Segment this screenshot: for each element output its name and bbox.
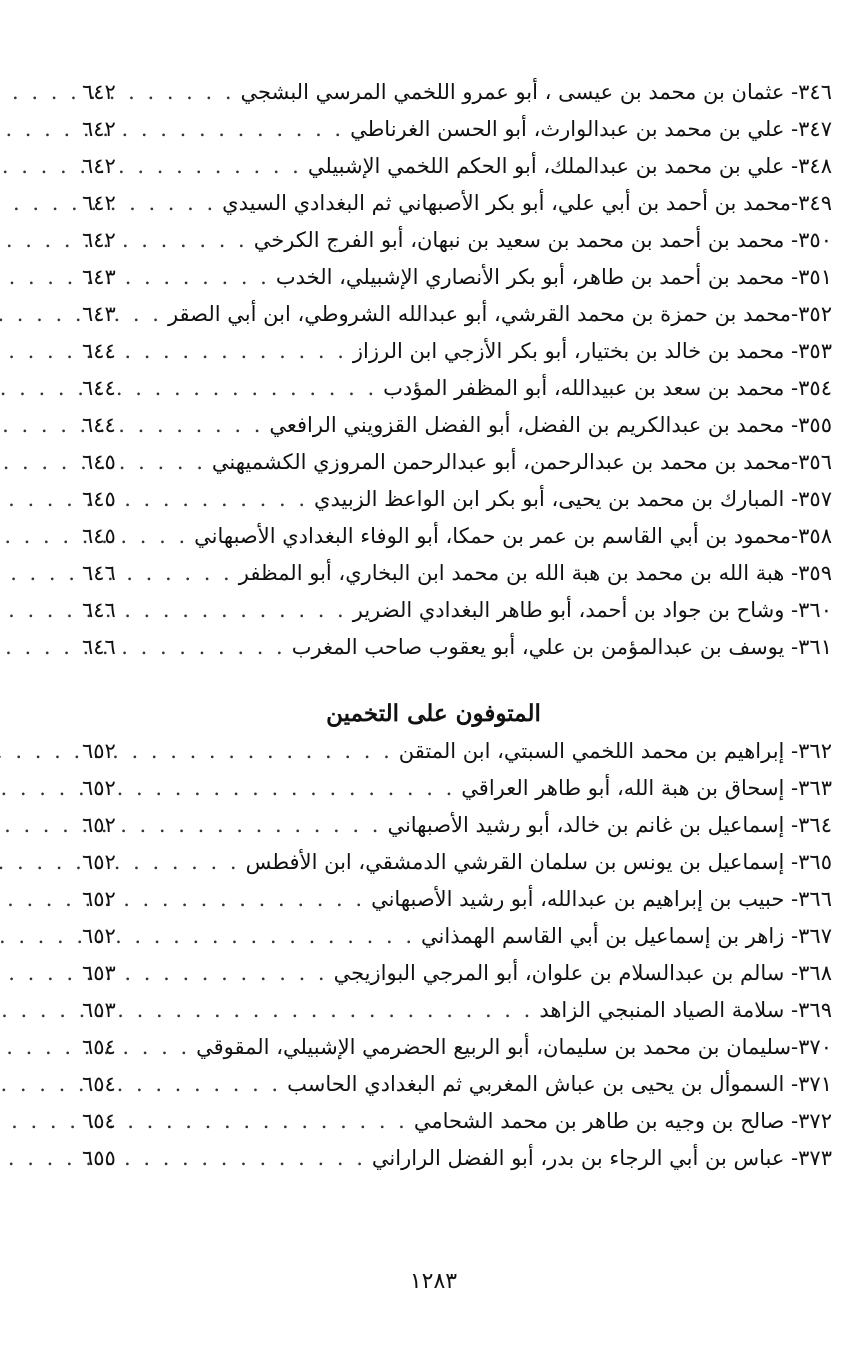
dot-leader <box>134 955 334 992</box>
entry-title: ٣٥٨-محمود بن أبي القاسم بن عمر بن حمكا، أبو الوفاء البغدادي الأصبهاني <box>194 524 832 548</box>
entry-title: ٣٦٩- سلامة الصياد المنبجي الزاهد <box>539 998 832 1022</box>
entry-title: ٣٦١- يوسف بن عبدالمؤمن بن علي، أبو يعقوب صاحب المغرب <box>291 635 832 659</box>
entry-page-number: ٦٤٤ <box>82 376 116 400</box>
section-heading: المتوفون على التخمين <box>326 700 541 727</box>
entry-page-number: ٦٤٢ <box>82 154 116 178</box>
list-item <box>82 918 832 955</box>
list-item <box>82 592 832 629</box>
entry-page-number: ٦٤٣ <box>82 265 116 289</box>
list-item <box>82 481 832 518</box>
list-item <box>82 1066 832 1103</box>
dot-leader <box>134 296 168 333</box>
entry-page-number: ٦٤٣ <box>82 302 116 326</box>
dot-leader <box>134 481 314 518</box>
list-item <box>82 844 832 881</box>
list-item <box>82 296 832 333</box>
list-item <box>82 333 832 370</box>
dot-leader <box>134 592 353 629</box>
entry-page-number: ٦٤٢ <box>82 228 116 252</box>
dot-leader <box>134 333 353 370</box>
list-item <box>82 733 832 770</box>
entry-page-number: ٦٤٤ <box>82 339 116 363</box>
list-item <box>82 1103 832 1140</box>
entry-title: ٣٥٧- المبارك بن محمد بن يحيى، أبو بكر ابن الواعظ الزبيدي <box>314 487 832 511</box>
dot-leader <box>134 629 292 666</box>
dot-leader <box>134 881 371 918</box>
dot-leader <box>134 918 421 955</box>
entry-title: ٣٦٧- زاهر بن إسماعيل بن أبي القاسم الهمذاني <box>421 924 832 948</box>
dot-leader <box>134 1140 372 1177</box>
entry-page-number: ٦٥٤ <box>82 1072 116 1096</box>
dot-leader <box>134 844 246 881</box>
dot-leader <box>134 444 212 481</box>
list-item <box>82 74 832 111</box>
entry-page-number: ٦٤٦ <box>82 598 116 622</box>
dot-leader <box>134 1066 287 1103</box>
entry-page-number: ٦٥٥ <box>82 1146 116 1170</box>
entry-list-bottom <box>82 733 832 1177</box>
page-number: ١٢٨٣ <box>409 1269 458 1294</box>
list-item <box>82 629 832 666</box>
list-item <box>82 407 832 444</box>
entry-title: ٣٦٨- سالم بن عبدالسلام بن علوان، أبو المرجي البوازيجي <box>333 961 832 985</box>
list-item <box>82 185 832 222</box>
entry-page-number: ٦٤٥ <box>82 487 116 511</box>
entry-page-number: ٦٤٦ <box>82 635 116 659</box>
dot-leader <box>134 370 383 407</box>
list-item <box>82 555 832 592</box>
dot-leader <box>134 222 254 259</box>
entry-title: ٣٦٦- حبيب بن إبراهيم بن عبدالله، أبو رشيد الأصبهاني <box>371 887 832 911</box>
dot-leader <box>134 555 239 592</box>
entry-page-number: ٦٥٣ <box>82 961 116 985</box>
entry-page-number: ٦٥٤ <box>82 1109 116 1133</box>
list-item <box>82 370 832 407</box>
list-item <box>82 259 832 296</box>
entry-title: ٣٧٠-سليمان بن محمد بن سليمان، أبو الربيع الحضرمي الإشبيلي، المقوقي <box>196 1035 832 1059</box>
entry-title: ٣٤٧- علي بن محمد بن عبدالوارث، أبو الحسن الغرناطي <box>350 117 832 141</box>
list-item <box>82 222 832 259</box>
entry-title: ٣٦٤- إسماعيل بن غانم بن خالد، أبو رشيد الأصبهاني <box>387 813 832 837</box>
entry-title: ٣٥٤- محمد بن سعد بن عبيدالله، أبو المظفر المؤدب <box>383 376 832 400</box>
list-item <box>82 518 832 555</box>
dot-leader <box>134 74 241 111</box>
dot-leader <box>134 148 308 185</box>
dot-leader <box>134 807 387 844</box>
list-item <box>82 1140 832 1177</box>
dot-leader <box>134 407 269 444</box>
entry-page-number: ٦٤٥ <box>82 524 116 548</box>
entry-page-number: ٦٤٦ <box>82 561 116 585</box>
dot-leader <box>134 1103 414 1140</box>
list-item <box>82 770 832 807</box>
entry-title: ٣٤٩-محمد بن أحمد بن أبي علي، أبو بكر الأصبهاني ثم البغدادي السيدي <box>222 191 832 215</box>
entry-title: ٣٤٦- عثمان بن محمد بن عيسى ، أبو عمرو اللخمي المرسي البشجي <box>240 80 832 104</box>
entry-page-number: ٦٥٢ <box>82 924 116 948</box>
entry-page-number: ٦٤٤ <box>82 413 116 437</box>
entry-page-number: ٦٤٥ <box>82 450 116 474</box>
entry-title: ٣٧٣- عباس بن أبي الرجاء بن بدر، أبو الفضل الراراني <box>371 1146 832 1170</box>
list-item <box>82 992 832 1029</box>
entry-title: ٣٥٦-محمد بن محمد بن عبدالرحمن، أبو عبدالرحمن المروزي الكشميهني <box>211 450 832 474</box>
entry-title: ٣٥٩- هبة الله بن محمد بن هبة الله بن محمد ابن البخاري، أبو المظفر <box>238 561 832 585</box>
entry-page-number: ٦٤٢ <box>82 117 116 141</box>
entry-page-number: ٦٥٢ <box>82 850 116 874</box>
entry-title: ٣٦٠- وشاح بن جواد بن أحمد، أبو طاهر البغدادي الضرير <box>352 598 832 622</box>
entry-title: ٣٦٣- إسحاق بن هبة الله، أبو طاهر العراقي <box>461 776 832 800</box>
dot-leader <box>134 185 222 222</box>
dot-leader <box>134 518 194 555</box>
list-item <box>82 148 832 185</box>
entry-title: ٣٥٥- محمد بن عبدالكريم بن الفضل، أبو الفضل القزويني الرافعي <box>269 413 832 437</box>
entry-title: ٣٦٥- إسماعيل بن يونس بن سلمان القرشي الدمشقي، ابن الأفطس <box>245 850 832 874</box>
dot-leader <box>134 992 539 1029</box>
entry-page-number: ٦٥٢ <box>82 813 116 837</box>
dot-leader <box>134 770 461 807</box>
entry-page-number: ٦٥٤ <box>82 1035 116 1059</box>
entry-page-number: ٦٤٢ <box>82 80 116 104</box>
entry-page-number: ٦٥٢ <box>82 776 116 800</box>
entry-page-number: ٦٥٢ <box>82 887 116 911</box>
dot-leader <box>134 259 276 296</box>
entry-title: ٣٥٠- محمد بن أحمد بن محمد بن سعيد بن نبهان، أبو الفرج الكرخي <box>253 228 832 252</box>
entry-title: ٣٥٣- محمد بن خالد بن بختيار، أبو بكر الأزجي ابن الرزاز <box>352 339 832 363</box>
list-item <box>82 955 832 992</box>
entry-list-top <box>82 74 832 666</box>
entry-page-number: ٦٥٣ <box>82 998 116 1022</box>
list-item <box>82 881 832 918</box>
entry-title: ٣٥١- محمد بن أحمد بن طاهر، أبو بكر الأنصاري الإشبيلي، الخدب <box>275 265 832 289</box>
entry-title: ٣٦٢- إبراهيم بن محمد اللخمي السبتي، ابن المتقن <box>398 739 832 763</box>
dot-leader <box>134 111 350 148</box>
list-item <box>82 444 832 481</box>
entry-title: ٣٧٢- صالح بن وجيه بن طاهر بن محمد الشحامي <box>413 1109 832 1133</box>
list-item <box>82 111 832 148</box>
list-item <box>82 807 832 844</box>
entry-title: ٣٧١- السموأل بن يحيى بن عباش المغربي ثم البغدادي الحاسب <box>287 1072 832 1096</box>
entry-page-number: ٦٥٢ <box>82 739 116 763</box>
entry-page-number: ٦٤٢ <box>82 191 116 215</box>
dot-leader <box>134 1029 196 1066</box>
entry-title: ٣٤٨- علي بن محمد بن عبدالملك، أبو الحكم اللخمي الإشبيلي <box>307 154 832 178</box>
list-item <box>82 1029 832 1066</box>
dot-leader <box>134 733 399 770</box>
entry-title: ٣٥٢-محمد بن حمزة بن محمد القرشي، أبو عبدالله الشروطي، ابن أبي الصقر <box>167 302 832 326</box>
